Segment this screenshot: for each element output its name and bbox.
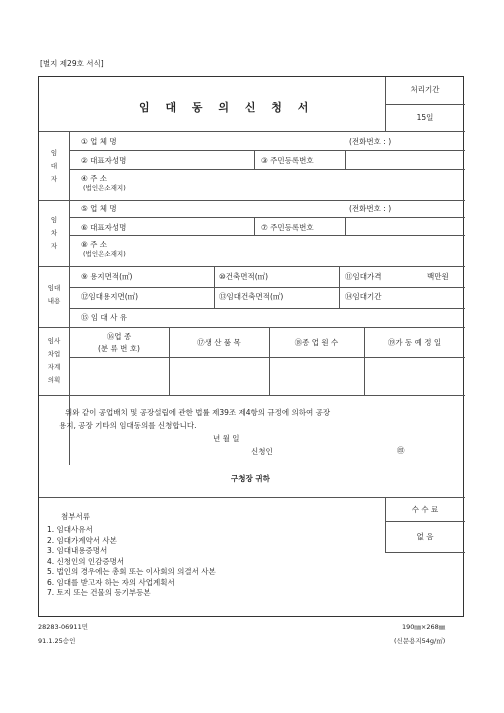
products-label: ⑰생 산 품 목 — [197, 338, 241, 347]
approval-date: 91.1.25승인 — [38, 637, 76, 645]
industry-label: ⑯업 종 — [106, 332, 132, 341]
lease-period-label: ⑭임대기간 — [345, 292, 382, 301]
list-item: 4. 신청인의 인감증명서 — [47, 556, 125, 566]
fee-value: 없 음 — [416, 532, 434, 541]
statement-line-1: 위와 같이 공업배치 및 공장설립에 관한 법률 제39조 제4항의 규정에 의하여 공장 — [65, 408, 331, 417]
list-item: 6. 임대를 받고자 하는 자의 사업계획서 — [47, 577, 175, 587]
list-item: 1. 임대사유서 — [47, 525, 93, 534]
paper-size: 190㎜×268㎜ — [402, 623, 446, 631]
seal-icon: ㊞ — [397, 446, 405, 455]
site-area-label: ⑨ 용지면적(㎡) — [81, 272, 133, 281]
attachments-list — [47, 525, 216, 599]
leased-building-area-label: ⑬임대건축면적(㎡) — [219, 292, 284, 301]
lessee-section-label: 임 차 자 — [50, 216, 58, 250]
lease-reason-label: ⑮ 임 대 사 유 — [81, 313, 128, 322]
lessor-address-label: ④ 주 소 — [81, 174, 107, 183]
processing-period-label: 처리기간 — [410, 85, 440, 94]
leased-site-area-label: ⑫임대용지면(㎡) — [81, 292, 139, 301]
lessee-resident-no-label: ⑦ 주민등록번호 — [261, 223, 314, 232]
page-title: 임 대 동 의 신 청 서 — [139, 101, 315, 114]
list-item: 5. 법인의 경우에는 총회 또는 이사회의 의결서 사본 — [47, 567, 216, 576]
attachments-title: 첨부서류 — [61, 512, 90, 521]
application-form — [38, 76, 464, 617]
fee-label: 수 수 료 — [411, 505, 439, 514]
start-date-label: ⑲가 동 예 정 일 — [387, 338, 442, 347]
applicant-label: 신청인 — [251, 447, 273, 456]
addressee: 구청장 귀하 — [231, 474, 270, 483]
paper-type: (신문용지54g/㎡) — [394, 637, 446, 645]
business-plan-section-label: 임사 차업 자계 의획 — [47, 337, 61, 384]
lessor-resident-no-label: ③ 주민등록번호 — [261, 156, 314, 165]
building-area-label: ⑩건축면적(㎡) — [219, 272, 269, 281]
employees-label: ⑱종 업 원 수 — [294, 338, 339, 347]
lessee-representative-label: ⑥ 대표자성명 — [81, 223, 127, 232]
lessor-section-label: 임 대 자 — [50, 149, 58, 183]
lease-section-label: 임대 내용 — [47, 284, 61, 305]
lessee-company-label: ⑤ 업 체 명 — [81, 204, 117, 213]
application-date: 년 월 일 — [213, 434, 240, 443]
form-code: 28283-06911민 — [38, 623, 88, 631]
statement-line-2: 용지, 공장 기타의 임대동의를 신청합니다. — [59, 421, 197, 430]
lessee-address-note: (법인은소재지) — [83, 250, 126, 258]
lessee-address-label: ⑧ 주 소 — [81, 240, 107, 249]
list-item: 7. 토지 또는 건물의 등기부등본 — [47, 588, 151, 597]
industry-code-label: (분 류 번 호) — [98, 344, 140, 353]
lease-price-label: ⑪임대가격 — [345, 272, 382, 281]
processing-period-value: 15일 — [416, 113, 434, 122]
form-number: [별지 제29호 서식] — [40, 59, 104, 68]
list-item: 3. 임대내용증명서 — [47, 546, 108, 555]
lessor-phone: (전화번호 : ) — [349, 137, 392, 146]
list-item: 2. 임대가계약서 사본 — [47, 535, 117, 545]
lessor-company-label: ① 업 체 명 — [81, 137, 117, 146]
lessor-representative-label: ② 대표자성명 — [81, 156, 127, 165]
lessor-address-note: (법인은소재지) — [83, 184, 126, 192]
lessee-phone: (전화번호 : ) — [349, 204, 392, 213]
lease-price-unit: 백만원 — [427, 272, 449, 281]
